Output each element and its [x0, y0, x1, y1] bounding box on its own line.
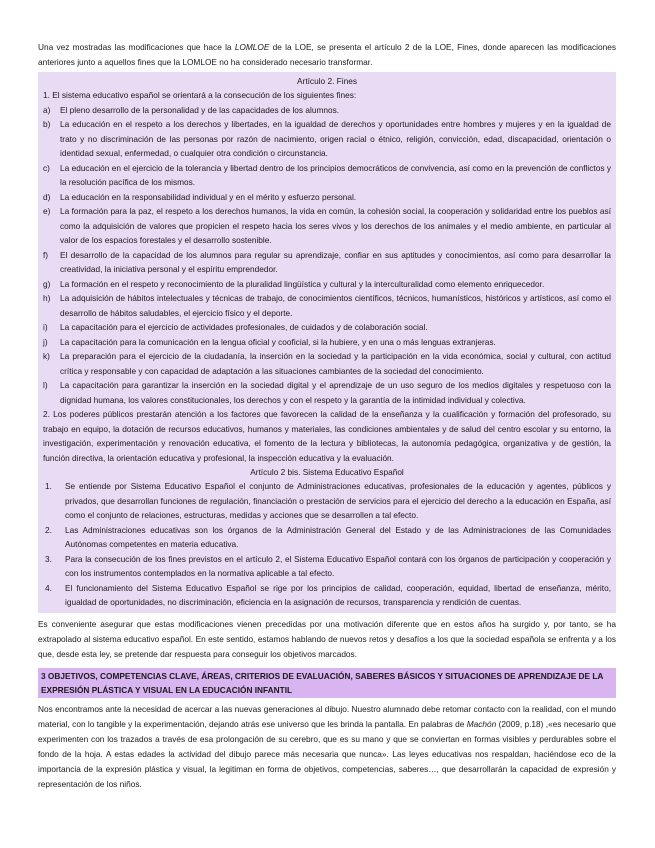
list-item [43, 335, 611, 350]
item-letter: e) [43, 206, 51, 216]
final-paragraph [38, 702, 616, 792]
list-item [43, 378, 611, 407]
list-item [43, 248, 611, 277]
list-item [43, 552, 611, 581]
item-text: La capacitación para la comunicación en la lengua oficial y cooficial, si la hubiere, y en una o más lenguas extranjeras. [60, 336, 496, 347]
item-number: 2. [45, 524, 52, 535]
article-2bis-heading: Artículo 2 bis. Sistema Educativo Español [250, 467, 404, 477]
article-2-heading: Artículo 2. Fines [297, 76, 357, 86]
list-item [43, 523, 611, 552]
item-text: La educación en la responsabilidad individual y en el mérito y esfuerzo personal. [60, 191, 357, 202]
item-number: 1. [45, 481, 52, 491]
item-letter: i) [43, 322, 48, 332]
item-letter: a) [43, 104, 51, 115]
item-text: El funcionamiento del Sistema Educativo Español se rige por los principios de calidad, cooperación, equidad, libertad de enseñanza, mérito, igualdad de oportunidades, no discriminación, eficiencia en la asignación de recursos, transparencia y rendición de cuentas. [65, 582, 611, 607]
list-item [43, 161, 611, 190]
intro-text-start: Una vez mostradas las modificaciones que hace la [38, 42, 235, 52]
item-letter: h) [43, 293, 51, 303]
item-text: Las Administraciones educativas son los órganos de la Administración General del Estado y de las Administraciones de las Comunidades Autónomas competentes en materia educativa. [65, 524, 611, 549]
item-letter: k) [43, 351, 50, 361]
item-letter: b) [43, 119, 51, 129]
list-item [43, 291, 611, 320]
list-item [43, 117, 611, 161]
item-letter: l) [43, 380, 48, 390]
article-2bis-list [43, 479, 611, 610]
item-text: La preparación para el ejercicio de la ciudadanía, la inserción en la sociedad y la participación en la vida económica, social y cultural, con actitud crítica y responsable y con capacidad de adaptación a las situaciones cambiantes de la sociedad del conocimiento. [60, 351, 611, 376]
item-text: Se entiende por Sistema Educativo Español el conjunto de Administraciones educativas, profesionales de la educación y agentes, públicos y privados, que desarrollan funciones de regulación, financiación o prestación de servicios para el ejercicio del derecho a la educación en España, así como el conjunto de relaciones, estructuras, medidas y acciones que se desarrollen a tal efecto. [65, 481, 611, 520]
after-paragraph: Es conveniente asegurar que estas modificaciones vienen precedidas por una motivación diferente que en estos años ha surgido y, por tanto, se ha extrapolado al sistema educativo español. En este sentido, estamos hablando de nuevos retos y desafíos a los que la sociedad española se enfrenta y a los que, desde esta ley, se pretende dar respuesta para conseguir los objetivos marcados. [38, 618, 616, 659]
item-letter: j) [43, 336, 48, 347]
document-page [38, 40, 616, 792]
item-number: 3. [45, 553, 52, 564]
item-letter: c) [43, 162, 50, 173]
item-letter: g) [43, 278, 51, 289]
intro-paragraph [38, 40, 616, 70]
list-item [43, 320, 611, 335]
item-text: El desarrollo de la capacidad de los alumnos para regular su aprendizaje, confiar en sus aptitudes y conocimientos, así como para desarrollar la creatividad, la iniciativa personal y el espíritu emprendedor. [60, 249, 611, 274]
item-text: La capacitación para garantizar la inserción en la sociedad digital y el aprendizaje de un uso seguro de los medios digitales y respetuoso con la dignidad humana, los valores constitucionales, los derechos y con el respeto y la garantía de la intimidad individual y colectiva. [60, 380, 611, 405]
item-text: La capacitación para el ejercicio de actividades profesionales, de cuidados y de colaboración social. [60, 322, 428, 332]
final-text-end: (2009, p.18) ,«es necesario que experimenten con los trazados a través de esa prolongación de su cerebro, que es su mano y que se conviertan en formas visibles y perdurables sobre el fondo de la hoja. A estas edades la actividad del dibujo parece más necesaria que nunca». Las leyes educativas nos respaldan, haciéndose eco de la importancia de la expresión plástica y visual, la legitiman en forma de objetivos, competencias, saberes…, que desarrollarán la capacidad de expresión y representación de los niños. [38, 718, 616, 789]
law-name: LOMLOE [234, 42, 270, 52]
item-text: Para la consecución de los fines previstos en el artículo 2, el Sistema Educativo Español contará con los órganos de participación y cooperación y con los instrumentos contemplados en la normativa aplicable a tal efecto. [65, 553, 611, 578]
list-item [43, 103, 611, 118]
item-text: El pleno desarrollo de la personalidad y de las capacidades de los alumnos. [60, 104, 340, 115]
article-2-list [43, 103, 611, 408]
final-text-start: Nos encontramos ante la necesidad de acercar a las nuevas generaciones al dibujo. Nuestro alumnado debe retomar contacto con la realidad, con el mundo material, con lo tangible y la experimentación, dejando atrás ese universo que les brinda la pantalla. En palabras de [38, 703, 616, 729]
section-heading: 3 OBJETIVOS, COMPETENCIAS CLAVE, ÁREAS, CRITERIOS DE EVALUACIÓN, SABERES BÁSICOS Y SITUACIONES DE APRENDIZAJE DE LA EXPRESIÓN PLÁSTICA Y VISUAL EN LA EDUCACIÓN INFANTIL [38, 668, 616, 698]
item-text: La adquisición de hábitos intelectuales y técnicas de trabajo, de conocimientos científicos, técnicos, humanísticos, históricos y artísticos, así como el desarrollo de hábitos saludables, el ejercicio físico y el deporte. [60, 293, 611, 318]
item-text: La educación en el respeto a los derechos y libertades, en la igualdad de derechos y oportunidades entre hombres y mujeres y en la igualdad de trato y no discriminación de las personas por razón de nacimiento, origen racial o étnico, religión, convicción, edad, discapacidad, orientación o identidad sexual, enfermedad, o cualquier otra condición o circunstancia. [60, 119, 611, 158]
item-text: La formación en el respeto y reconocimiento de la pluralidad lingüística y cultural y la interculturalidad como elemento enriquecedor. [60, 278, 545, 289]
list-item [43, 190, 611, 205]
list-item [43, 277, 611, 292]
list-item [43, 204, 611, 248]
cited-author: Machón [466, 718, 497, 729]
list-item [43, 581, 611, 610]
list-item [43, 479, 611, 523]
item-text: La formación para la paz, el respeto a los derechos humanos, la vida en común, la cohesión social, la cooperación y solidaridad entre los pueblos así como la adquisición de valores que propicien el respeto hacia los seres vivos y los derechos de los animales y el medio ambiente, en particular al valor de los espacios forestales y el desarrollo sostenible. [60, 206, 611, 245]
law-quote-box [38, 72, 616, 613]
list-item [43, 349, 611, 378]
item-letter: d) [43, 191, 51, 202]
item-text: La educación en el ejercicio de la tolerancia y libertad dentro de los principios democráticos de convivencia, así como en la prevención de conflictos y la resolución pacífica de los mismos. [60, 162, 611, 187]
item-letter: f) [43, 249, 49, 260]
article-2-paragraph-2: 2. Los poderes públicos prestarán atención a los factores que favorecen la calidad de la enseñanza y la cualificación y formación del profesorado, su trabajo en equipo, la dotación de recursos educativos, humanos y materiales, las condiciones ambientales y de salud del centro escolar y su entorno, la investigación, experimentación y renovación educativa, el fomento de la lectura y bibliotecas, la autonomía pedagógica, organizativa y de gestión, la función directiva, la orientación educativa y profesional, la inspección educativa y la evaluación. [43, 409, 611, 463]
article-2-paragraph-1: 1. El sistema educativo español se orientará a la consecución de los siguientes fines: [43, 90, 357, 100]
item-number: 4. [45, 582, 52, 593]
intro-text-end: de la LOE, se presenta el artículo 2 de la LOE, Fines, donde aparecen las modificaciones anteriores junto a aquellos fines que la LOMLOE no ha considerado necesario transformar. [38, 42, 616, 67]
